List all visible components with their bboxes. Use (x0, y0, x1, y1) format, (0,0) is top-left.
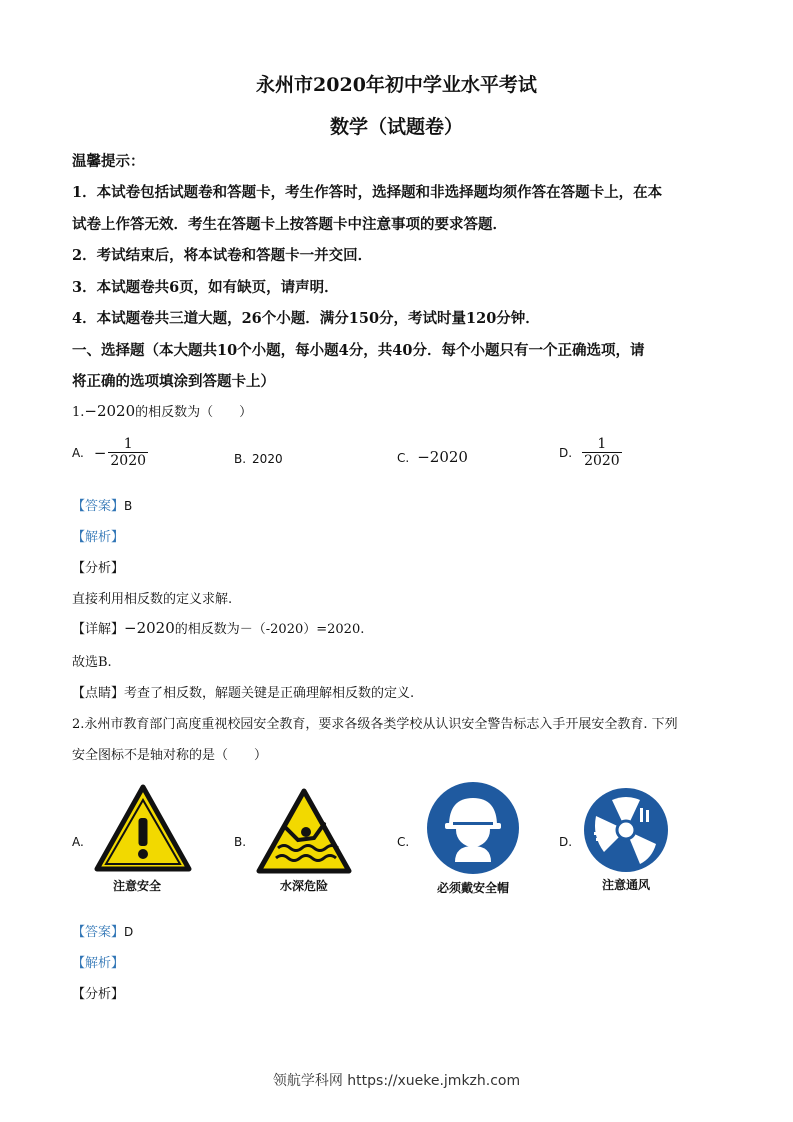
sign-caption: 注意安全 (112, 879, 161, 893)
section-heading-line2: 将正确的选项填涂到答题卡上） (72, 373, 275, 390)
q1-fenxi-text: 直接利用相反数的定义求解. (72, 592, 233, 607)
question-1-stem (72, 401, 252, 420)
q1-comment (72, 682, 414, 701)
question-2-stem-line2: 安全图标不是轴对称的是（ ） (72, 748, 268, 763)
answer-value: B (124, 499, 133, 513)
q2-option-c-label: C. (397, 835, 410, 849)
page-footer-watermark: 领航学科网 https://xueke.jmkzh.com (272, 1073, 521, 1089)
answer-tag: 【答案】 (72, 925, 125, 940)
numerator: 1 (597, 436, 607, 452)
sign-caption: 必须戴安全帽 (436, 881, 509, 895)
option-label: C. (397, 451, 410, 465)
notice-item-1-line1: 1．本试卷包括试题卷和答题卡，考生作答时，选择题和非选择题均须作答在答题卡上，在本 (72, 184, 663, 201)
denominator: 2020 (110, 453, 147, 469)
answer-tag: 【答案】 (72, 499, 125, 514)
question-number: 1. (72, 405, 85, 420)
detail-math: −2020 (124, 619, 175, 637)
deep-water-danger-icon (256, 788, 352, 874)
option-c (397, 447, 468, 466)
stem-math: −2020 (84, 402, 136, 420)
comment-tag: 【点睛】 (72, 686, 125, 701)
q2-answer (72, 921, 133, 940)
warning-exclamation-icon (94, 784, 192, 872)
sign-caption: 注意通风 (601, 878, 650, 892)
q2-fenxi-tag: 【分析】 (72, 987, 125, 1002)
option-value: −2020 (417, 448, 468, 466)
question-2-stem-line1: 2.永州市教育部门高度重视校园安全教育，要求各级各类学校从认识安全警告标志入手开展安全教育. 下列 (72, 717, 678, 732)
wear-helmet-icon (425, 780, 521, 876)
numerator: 1 (123, 436, 133, 452)
comment-text: 考查了相反数，解题关键是正确理解相反数的定义. (124, 686, 415, 701)
q2-option-a-label: A. (72, 835, 84, 849)
q1-analysis-tag: 【解析】 (72, 530, 125, 545)
option-b (234, 448, 283, 467)
q2-option-b-label: B. (234, 835, 247, 849)
detail-tag: 【详解】 (72, 622, 125, 637)
q1-fenxi-tag: 【分析】 (72, 561, 125, 576)
notice-item-4: 4．本试题卷共三道大题，26个小题．满分150分，考试时量120分钟． (72, 310, 540, 327)
answer-value: D (124, 925, 134, 939)
option-label: D. (559, 445, 573, 460)
option-value: 2020 (252, 452, 283, 466)
sign-caption: 水深危险 (279, 879, 328, 893)
denominator: 2020 (584, 453, 620, 469)
q2-option-d-label: D. (559, 835, 573, 849)
option-a (72, 436, 148, 469)
q1-detail (72, 618, 364, 637)
ventilation-fan-icon (582, 786, 670, 874)
option-label: A. (72, 445, 84, 460)
notice-item-3: 3．本试题卷共6页，如有缺页，请声明． (72, 279, 339, 296)
q1-answer (72, 495, 132, 514)
option-d (559, 436, 622, 469)
option-label: B. (234, 452, 247, 466)
notice-item-1-line2: 试卷上作答无效．考生在答题卡上按答题卡中注意事项的要求答题． (72, 216, 507, 233)
stem-text: 的相反数为（ ） (135, 405, 253, 420)
q2-analysis-tag: 【解析】 (72, 956, 125, 971)
q1-conclusion: 故选B. (72, 655, 112, 670)
notice-heading: 温馨提示： (72, 153, 145, 170)
page-title: 永州市2020年初中学业水平考试 (256, 74, 537, 96)
section-heading-line1: 一、选择题（本大题共10个小题，每小题4分，共40分．每个小题只有一个正确选项，请 (72, 342, 645, 359)
minus-sign: − (93, 443, 107, 462)
notice-item-2: 2．考试结束后，将本试卷和答题卡一并交回． (72, 247, 373, 264)
fraction (582, 436, 622, 469)
detail-text: 的相反数为－（-2020）=2020. (174, 622, 365, 637)
fraction (108, 436, 148, 469)
page-subtitle: 数学（试题卷） (329, 116, 463, 138)
